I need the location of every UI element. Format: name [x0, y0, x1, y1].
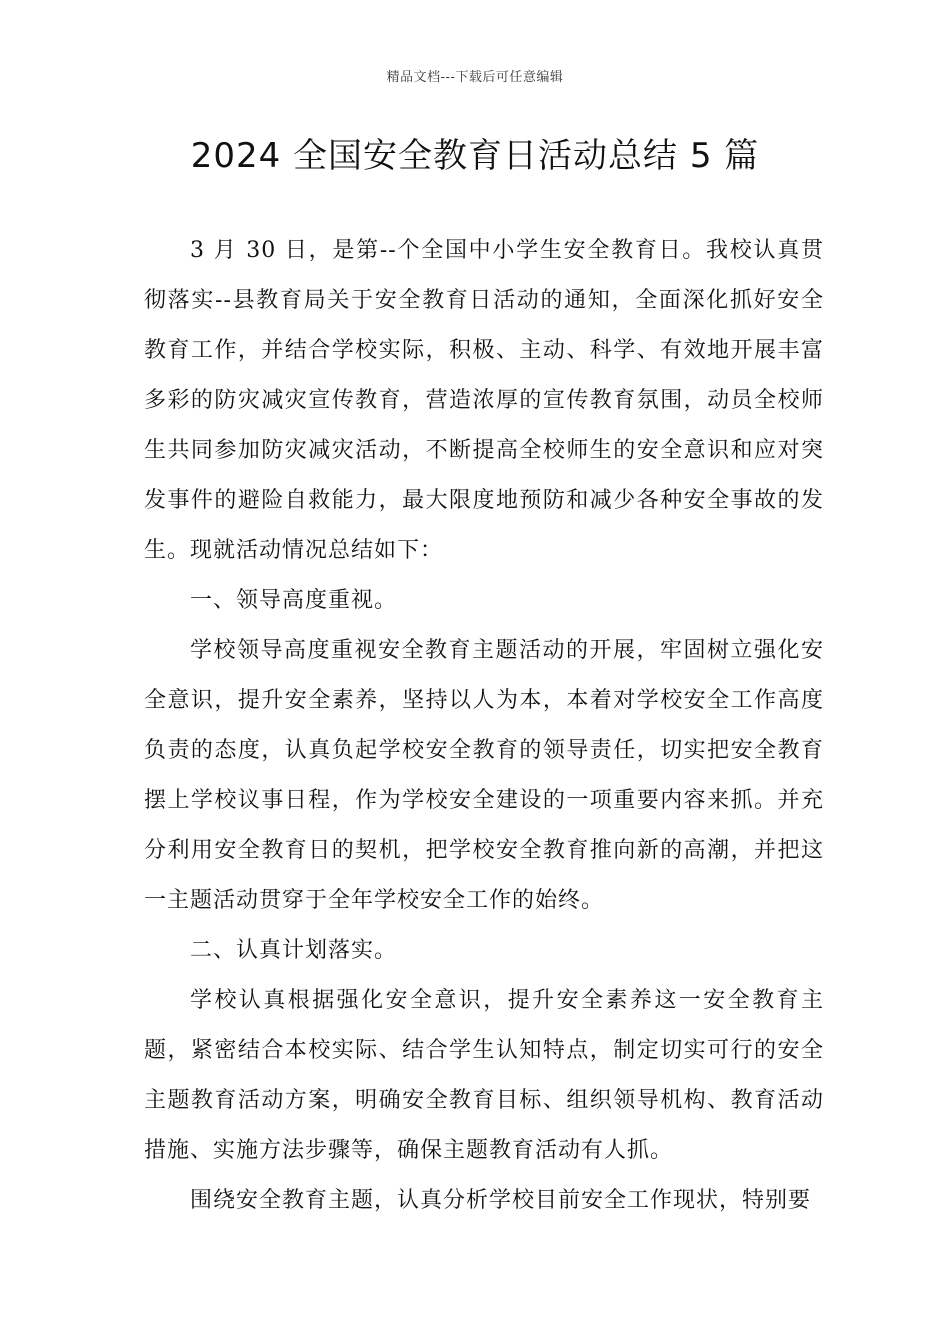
paragraph-intro: 3 月 30 日，是第--个全国中小学生安全教育日。我校认真贯彻落实--县教育局关于安全教育日活动的通知，全面深化抓好安全教育工作，并结合学校实际，积极、主动、科学、有效地开展丰富多彩的防灾减灾宣传教育，营造浓厚的宣传教育氛围，动员全校师生共同参加防灾减灾活动，不断提高全校师生的安全意识和应对突发事件的避险自救能力，最大限度地预防和减少各种安全事故的发生。现就活动情况总结如下： — [144, 238, 824, 563]
document-title: 2024 全国安全教育日活动总结 5 篇 — [190, 136, 760, 176]
document-body — [144, 226, 824, 1226]
paragraph-section-2: 学校认真根据强化安全意识，提升安全素养这一安全教育主题，紧密结合本校实际、结合学生认知特点，制定切实可行的安全主题教育活动方案，明确安全教育目标、组织领导机构、教育活动措施、实施方法步骤等，确保主题教育活动有人抓。 — [144, 988, 824, 1163]
paragraph-section-2-continued: 围绕安全教育主题，认真分析学校目前安全工作现状，特别要 — [190, 1188, 812, 1213]
header-note: 精品文档---下载后可任意编辑 — [386, 70, 564, 85]
section-heading-1: 一、领导高度重视。 — [190, 588, 398, 613]
section-heading-2: 二、认真计划落实。 — [190, 938, 398, 963]
paragraph-section-1: 学校领导高度重视安全教育主题活动的开展，牢固树立强化安全意识，提升安全素养，坚持以人为本，本着对学校安全工作高度负责的态度，认真负起学校安全教育的领导责任，切实把安全教育摆上学校议事日程，作为学校安全建设的一项重要内容来抓。并充分利用安全教育日的契机，把学校安全教育推向新的高潮，并把这一主题活动贯穿于全年学校安全工作的始终。 — [144, 638, 824, 913]
